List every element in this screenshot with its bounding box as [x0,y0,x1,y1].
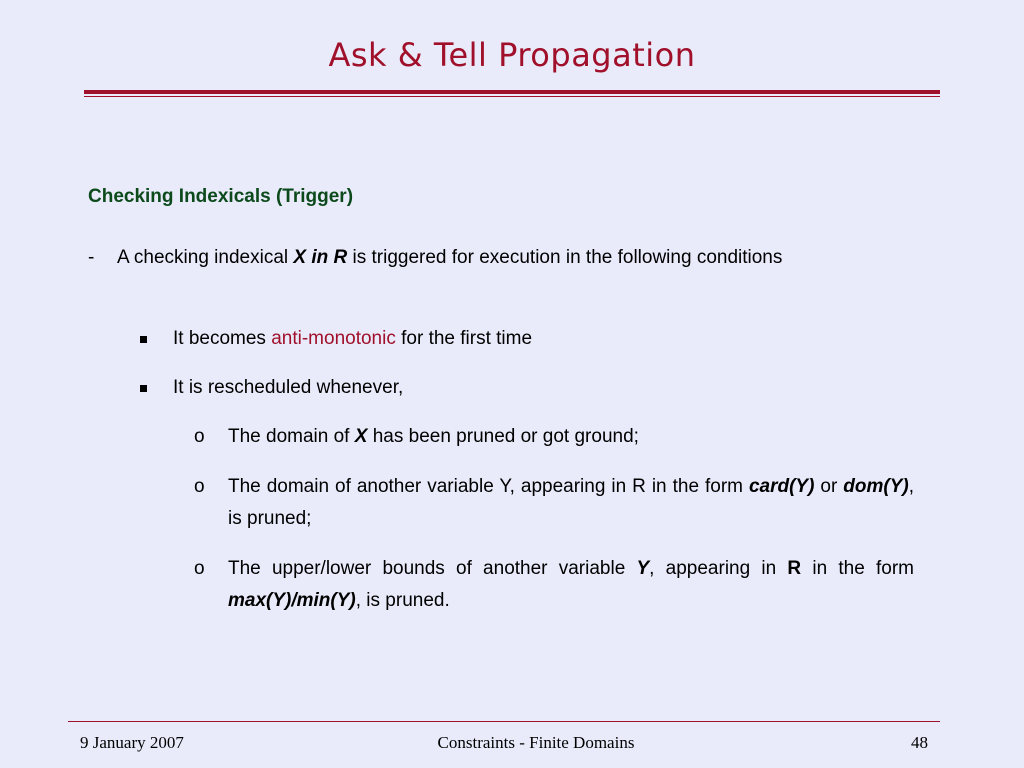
sub-bullet-item [194,421,914,453]
sub-text-part: The domain of another variable Y, appearing in R in the form [228,476,749,497]
sub-text-part: The domain of [228,426,355,447]
variable-y: Y [636,558,650,579]
variable-r: R [787,558,802,579]
sub-bullet-marker: o [194,558,205,579]
title-divider-thin [84,96,940,97]
sub-text-part: The upper/lower bounds of another variable [228,558,637,579]
sub-text-part: in the form [801,558,914,579]
footer-title: Constraints - Finite Domains [437,733,635,752]
sub-bullet-item [194,471,914,535]
sub-bullet-marker: o [194,476,205,497]
expression-max-min-y: max(Y)/min(Y) [228,590,356,611]
main-point [88,242,914,274]
sub-text-part: , appearing in [649,558,788,579]
sub-bullet-text [228,421,914,453]
footer-date: 9 January 2007 [80,733,184,752]
sub-text-part: , is pruned; [228,476,914,529]
main-point-text-part: is triggered for execution in the following conditions [347,247,783,268]
title-divider [84,90,940,94]
section-heading: Checking Indexicals (Trigger) [88,186,354,207]
sub-bullet-marker: o [194,426,205,447]
sub-bullet-text [228,471,914,535]
variable-x: X [354,426,368,447]
expression-dom-y: dom(Y) [843,476,909,497]
page-number: 48 [911,733,928,752]
bullet-text [173,323,914,355]
highlight-anti-monotonic: anti-monotonic [271,328,396,349]
bullet-text-part: It becomes [173,328,272,349]
sub-text-part: has been pruned or got ground; [367,426,639,447]
sub-bullet-item [194,553,914,617]
expression-x-in-r: X in R [293,247,348,268]
sub-bullet-text [228,553,914,617]
expression-card-y: card(Y) [748,476,815,497]
footer-divider [68,721,940,722]
square-bullet-icon [140,385,147,392]
bullet-text-part: for the first time [395,328,533,349]
main-point-text [117,242,914,274]
sub-text-part: or [814,476,844,497]
square-bullet-icon [140,336,147,343]
dash-marker: - [88,247,95,268]
bullet-item [140,372,914,404]
bullet-text: It is rescheduled whenever, [173,377,404,398]
main-point-text-part: A checking indexical [117,247,294,268]
bullet-item [140,323,914,355]
sub-text-part: , is pruned. [355,590,450,611]
slide-title: Ask & Tell Propagation [328,36,696,74]
